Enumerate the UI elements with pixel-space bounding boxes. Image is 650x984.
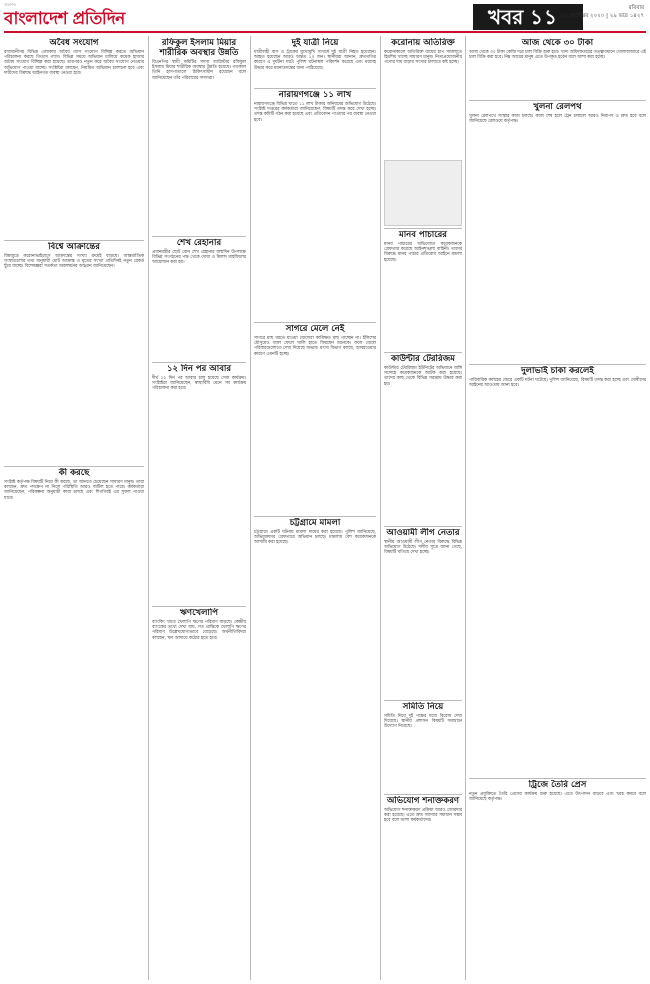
headline: অভিযোগ শনাক্তকরণ (386, 796, 460, 806)
article-complaint-detection (384, 796, 462, 978)
article-corona-extra (384, 38, 462, 158)
paragraph: রাজধানীসহ বিভিন্ন এলাকায় অবৈধ গ্যাস সংযোগ বিচ্ছিন্ন করতে অভিযান পরিচালনা করছে তিতাস গ্যাস। বিভিন্ন সময়ে অভিযান চালিয়ে কয়েক হাজার অবৈধ সংযোগ বিচ্ছিন্ন করা হয়েছে। তারপরও নতুন করে অবৈধ সংযোগ নেওয়ার অভিযোগ পাওয়া যাচ্ছে। সংশ্লিষ্টরা বলছেন, নিয়মিত অভিযান চালানো হবে এবং দায়ীদের বিরুদ্ধে আইনগত ব্যবস্থা নেওয়া হবে। (4, 50, 144, 76)
article-body (152, 60, 246, 81)
article-divider (384, 526, 462, 527)
headline: শেখ রেহানার (176, 238, 222, 248)
section-name: খবর (488, 5, 524, 29)
headline: অবৈধ সংযোগ (49, 38, 99, 48)
article-counter-terrorism (384, 354, 462, 524)
article-divider (4, 466, 144, 467)
article-what-doing (4, 468, 144, 978)
paragraph: অভিযোগ শনাক্তকরণ প্রক্রিয়া আরও জোরদার করা হয়েছে। এতে দ্রুত সমস্যার সমাধান সম্ভব হবে বলে আশা কর্মকর্তাদের। (384, 808, 462, 824)
article-narayanganj (254, 90, 376, 320)
column-divider (148, 36, 149, 980)
article-body (152, 376, 246, 392)
paragraph: আজ থেকে ৩০ টাকা কেজি দরে চাল বিক্রি শুরু হবে। খাদ্য অধিদফতরের তত্ত্বাবধানে খোলাবাজারে এই চাল বিক্রি করা হবে। নিম্ন আয়ের মানুষ এতে উপকৃত হবেন বলে আশা করা হচ্ছে। (469, 50, 646, 61)
column-divider (380, 36, 381, 980)
headline: আজ থেকে ৩০ টাকা (521, 38, 594, 48)
article-divider (254, 88, 376, 89)
article-divider (384, 352, 462, 353)
article-body (384, 714, 462, 730)
paragraph: মানব পাচারের অভিযোগে কয়েকজনকে গ্রেফতার করেছে আইনশৃঙ্খলা বাহিনী। তাদের বিরুদ্ধে মানব পাচার প্রতিরোধ আইনে মামলা হয়েছে। (384, 242, 462, 263)
paragraph: বিএনপির স্থায়ী কমিটির সদস্য ব্যারিস্টার রফিকুল ইসলাম মিয়ার শারীরিক অবস্থার উন্নতি হয়েছে। গতকাল তিনি হাসপাতালে চিকিৎসাধীন রয়েছেন বলে জানিয়েছেন তাঁর পরিবারের সদস্যরা। (152, 60, 246, 81)
article-rice-30-taka (469, 38, 646, 98)
masthead (0, 0, 650, 34)
article-awami-league-leader (384, 528, 462, 698)
article-loan-default (152, 608, 246, 978)
article-divider (469, 778, 646, 779)
paragraph: পারিবারিক কলহের জেরে একটি ঘটনা ঘটেছে। পুলিশ জানিয়েছে, বিষয়টি তদন্ত করা হচ্ছে এবং দোষীদের আইনের আওতায় আনা হবে। (469, 378, 646, 389)
headline: খুলনা রেলপথ (533, 102, 582, 112)
article-divider (254, 516, 376, 517)
article-body (254, 336, 376, 357)
headline: সাগরে মেলে নেই (285, 324, 345, 334)
paragraph: নারায়ণগঞ্জে বিভিন্ন খাতে ১১ লাখ টাকার অনিয়মের অভিযোগ উঠেছে। সংশ্লিষ্ট দপ্তরের কর্মকর্তারা জানিয়েছেন, বিষয়টি তদন্ত করে দেখা হচ্ছে। তদন্ত কমিটি গঠন করা হয়েছে এবং প্রতিবেদন পাওয়ার পর ব্যবস্থা নেওয়া হবে। (254, 102, 376, 123)
paragraph: চট্টগ্রামে একটি ঘটনায় মামলা দায়ের করা হয়েছে। পুলিশ জানিয়েছে, অভিযুক্তদের গ্রেফতারে অভিযান চলছে। মামলায় বেশ কয়েকজনকে আসামি করা হয়েছে। (254, 530, 376, 546)
news-photo (384, 160, 462, 226)
article-body (4, 480, 144, 501)
paragraph: স্থানীয় আওয়ামী লীগ নেতার বিরুদ্ধে বিভিন্ন অভিযোগ উঠেছে। দলীয় সূত্রে জানা গেছে, বিষয়টি খতিয়ে দেখা হচ্ছে। (384, 540, 462, 556)
headline: দুই যাত্রী নিয়ে (291, 38, 339, 48)
article-body (254, 102, 376, 123)
article-world-cases (4, 242, 144, 464)
headline: কাউন্টার টেররিজম (390, 354, 455, 364)
article-sheikh-rehana (152, 238, 246, 360)
headline: দুলাভাই চাকা করলেই (521, 366, 594, 376)
article-divider (469, 100, 646, 101)
article-body (384, 808, 462, 824)
article-body (469, 114, 646, 124)
article-divider (254, 322, 376, 323)
headline: বিশ্বে আক্রান্তের (48, 242, 100, 252)
article-chattogram-case (254, 518, 376, 978)
article-divider (4, 240, 144, 241)
logo-tagline: প্রকাশক (4, 2, 17, 7)
article-body (469, 50, 646, 60)
headline: ঋণখেলাপি (179, 608, 219, 618)
headline: আওয়ামী লীগ নেতার (386, 528, 460, 538)
article-divider (384, 700, 462, 701)
paragraph: নতুন প্রযুক্তিতে তৈরি প্রেসের কার্যক্রম শুরু হয়েছে। এতে উৎপাদন বাড়বে এবং খরচ কমবে বলে জানিয়েছে কর্তৃপক্ষ। (469, 792, 646, 803)
newspaper-logo: বাংলাদেশ প্রতিদিন (4, 9, 125, 29)
article-divider (152, 606, 246, 607)
headline: ট্রিজে তৈরি প্রেস (528, 780, 587, 790)
column-divider (465, 36, 466, 980)
article-khulna-railway (469, 102, 646, 362)
headline: করোনায় অতিরিক্ত (391, 38, 455, 48)
article-body (384, 540, 462, 556)
paragraph: সমিতি নিয়ে দুই পক্ষের মধ্যে বিরোধ দেখা দিয়েছে। স্থানীয় প্রশাসন বিষয়টি সমাধানে উদ্যোগ নিয়েছে। (384, 714, 462, 730)
article-human-trafficking (384, 230, 462, 350)
article-body (384, 242, 462, 263)
article-samity (384, 702, 462, 792)
article-divider (152, 362, 246, 363)
article-body (384, 50, 462, 66)
paragraph: বিশ্বজুড়ে করোনাভাইরাসে আক্রান্তের সংখ্যা ক্রমেই বাড়ছে। আন্তর্জাতিক সংস্থাগুলোর তথ্য অনুযায়ী মোট আক্রান্ত ও মৃতের সংখ্যা প্রতিদিনই নতুন রেকর্ড ছুঁয়ে যাচ্ছে। বিশেষজ্ঞরা সতর্কতা অবলম্বনের আহ্বান জানিয়েছেন। (4, 254, 144, 270)
article-body (254, 530, 376, 546)
article-body (469, 792, 646, 802)
page-number: ১১ (530, 5, 558, 29)
article-body (254, 50, 376, 71)
paragraph: সাগরে মাছ ধরতে যাওয়া জেলেরা কাঙ্ক্ষিত মাছ পাচ্ছেন না। ইলিশের মৌসুমেও জাল ফেলে খালি হাতে ফিরছেন অনেকে। ফলে জেলে পরিবারগুলোতে দেখা দিয়েছে অভাব। মৎস্য বিভাগ বলছে, আবহাওয়ার কারণে এমনটি হচ্ছে। (254, 336, 376, 357)
day-name: রবিবার (628, 5, 644, 11)
paragraph: দীর্ঘ ১২ দিন পর আবার চালু হয়েছে সেবা কার্যক্রম। সংশ্লিষ্টরা জানিয়েছেন, স্বাস্থ্যবিধি মেনে সব কার্যক্রম পরিচালনা করা হবে। (152, 376, 246, 392)
headline: চট্টগ্রামে মামলা (289, 518, 341, 528)
headline: সমিতি নিয়ে (402, 702, 444, 712)
article-press (469, 780, 646, 978)
article-gas-connection (4, 38, 144, 238)
paragraph: সংশ্লিষ্ট কর্তৃপক্ষ বিষয়টি নিয়ে কী করছে, তা জানতে চেয়েছেন সাধারণ মানুষ। তারা বলছেন, দ্রুত পদক্ষেপ না নিলে পরিস্থিতি আরও জটিল হতে পারে। কর্মকর্তারা জানিয়েছেন, পরিকল্পনা অনুযায়ী কাজ চলছে এবং শিগগিরই এর সুফল পাওয়া যাবে। (4, 480, 144, 501)
article-divider (469, 364, 646, 365)
article-rafiqul-islam (152, 38, 246, 238)
issue-date: ১৩ সেপ্টেম্বর ২০২০ | ২৯ ভাদ্র ১৪২৭ (560, 13, 644, 19)
article-body (384, 366, 462, 387)
article-divider (152, 236, 246, 237)
article-two-passengers (254, 38, 376, 86)
headline: নারায়ণগঞ্জে ১১ লাখ (278, 90, 352, 100)
article-body (4, 254, 144, 270)
column-divider (250, 36, 251, 980)
article-divider (384, 794, 462, 795)
article-body (469, 378, 646, 388)
paragraph: খুলনা রেলপথে সংস্কার কাজ চলছে। কাজ শেষ হলে ট্রেন চলাচল আরও নিরাপদ ও দ্রুত হবে বলে জানিয়েছে রেলওয়ে কর্তৃপক্ষ। (469, 114, 646, 125)
headline: ১২ দিন পর আবার (166, 364, 232, 374)
article-brother-in-law (469, 366, 646, 776)
headline: কী করছে (58, 468, 90, 478)
headline: রফিকুল ইসলাম মিয়ার শারীরিক অবস্থার উন্নতি (159, 38, 239, 58)
article-body (152, 620, 246, 641)
article-divider (384, 228, 462, 229)
paragraph: প্রধানমন্ত্রীর ছোট বোন শেখ রেহানার জন্মদিন উপলক্ষে বিভিন্ন সংগঠনের পক্ষ থেকে দোয়া ও মিলাদ মাহফিলের আয়োজন করা হয়। (152, 250, 246, 266)
headline: মানব পাচারের (398, 230, 447, 240)
article-body (152, 250, 246, 266)
paragraph: করোনাকালে অতিরিক্ত ব্যয়ের চাপ সামলাতে হিমশিম খাচ্ছে সাধারণ মানুষ। নিত্যপ্রয়োজনীয় পণ্যের দাম বাড়ায় সংসার চালাতে কষ্ট হচ্ছে। (384, 50, 462, 66)
article-body (4, 50, 144, 76)
article-sea-fishing (254, 324, 376, 514)
article-12-days (152, 364, 246, 604)
paragraph: কাউন্টার টেররিজম ইউনিটের অভিযানে জঙ্গি সন্দেহে কয়েকজনকে আটক করা হয়েছে। তাদের কাছ থেকে বিভিন্ন সরঞ্জাম উদ্ধার করা হয়। (384, 366, 462, 387)
paragraph: যাত্রীবাহী বাস ও ট্রাকের মুখোমুখি সংঘর্ষে দুই যাত্রী নিহত হয়েছেন। আহত হয়েছেন আরও অন্তত ১০ জন। স্থানীয়রা জানান, দ্রুতগতির কারণে এ দুর্ঘটনা ঘটে। পুলিশ ঘটনাস্থল পরিদর্শন করেছে এবং মরদেহ উদ্ধার করে ময়নাতদন্তের জন্য পাঠিয়েছে। (254, 50, 376, 71)
header-rule (4, 31, 646, 33)
paragraph: ব্যাংকিং খাতে খেলাপি ঋণের পরিমাণ বাড়ছে। কেন্দ্রীয় ব্যাংকের তথ্যে দেখা যায়, গত প্রান্তিকে খেলাপি ঋণের পরিমাণ উল্লেখযোগ্যভাবে বেড়েছে। অর্থনীতিবিদরা বলছেন, ঋণ আদায়ে কঠোর হতে হবে। (152, 620, 246, 641)
